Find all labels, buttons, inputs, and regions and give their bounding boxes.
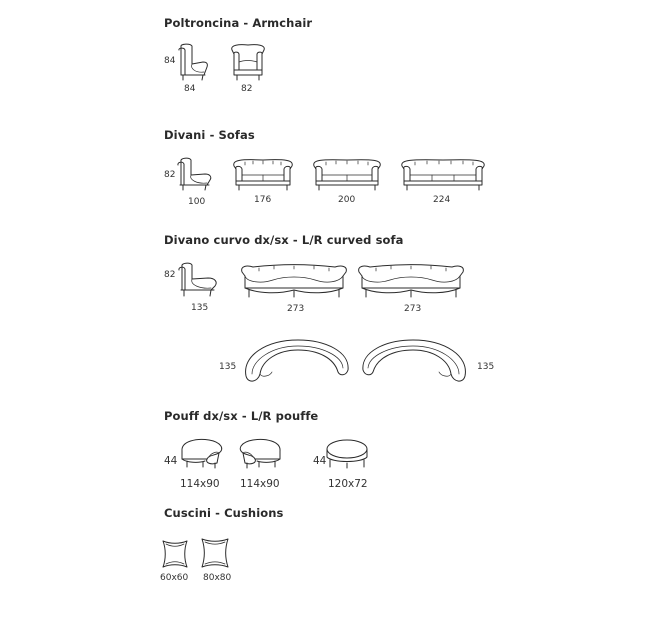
sofas-height-label: 82 [164, 170, 176, 180]
curved-plan-left-depth-label: 135 [219, 362, 237, 372]
section-title-curved-sofa: Divano curvo dx/sx - L/R curved sofa [164, 233, 404, 247]
curved-plan-right-depth-label: 135 [477, 362, 495, 372]
sofa-side-view-drawing [175, 157, 215, 193]
armchair-height-label: 84 [164, 56, 176, 66]
curved-sofa-plan-right-drawing [357, 336, 473, 388]
curved-front-left-width-label: 273 [287, 304, 305, 314]
sofa-224-width-label: 224 [433, 195, 451, 205]
cushion-80-drawing [199, 536, 231, 570]
sofa-200-width-label: 200 [338, 195, 356, 205]
sofa-176-front-drawing [231, 157, 295, 193]
cushion-60-drawing [160, 538, 190, 570]
pouffe-oval-drawing [324, 437, 370, 473]
sofa-200-front-drawing [311, 157, 383, 193]
curved-side-width-label: 135 [191, 303, 209, 313]
curved-front-right-width-label: 273 [404, 304, 422, 314]
pouffe-left-height-label: 44 [164, 455, 178, 467]
curved-sofa-front-left-drawing [239, 262, 349, 302]
curved-height-label: 82 [164, 270, 176, 280]
pouffe-left-size-label: 114x90 [180, 478, 220, 490]
armchair-front-width-label: 82 [241, 84, 253, 94]
sofa-side-width-label: 100 [188, 197, 206, 207]
pouffe-right-drawing [237, 437, 283, 473]
cushion-80-size-label: 80x80 [203, 573, 232, 583]
sofa-176-width-label: 176 [254, 195, 272, 205]
pouffe-left-drawing [179, 437, 225, 473]
section-title-pouffe: Pouff dx/sx - L/R pouffe [164, 409, 319, 423]
armchair-side-width-label: 84 [184, 84, 196, 94]
armchair-side-view-drawing [176, 42, 210, 84]
section-title-armchair: Poltroncina - Armchair [164, 16, 313, 30]
section-title-sofas: Divani - Sofas [164, 128, 255, 142]
curved-sofa-plan-left-drawing [238, 336, 354, 388]
sofa-224-front-drawing [399, 157, 487, 193]
curved-sofa-side-view-drawing [176, 262, 222, 300]
section-title-cushions: Cuscini - Cushions [164, 506, 284, 520]
armchair-front-view-drawing [229, 42, 267, 84]
pouffe-oval-height-label: 44 [313, 455, 327, 467]
cushion-60-size-label: 60x60 [160, 573, 189, 583]
curved-sofa-front-right-drawing [356, 262, 466, 302]
pouffe-oval-size-label: 120x72 [328, 478, 368, 490]
pouffe-right-size-label: 114x90 [240, 478, 280, 490]
